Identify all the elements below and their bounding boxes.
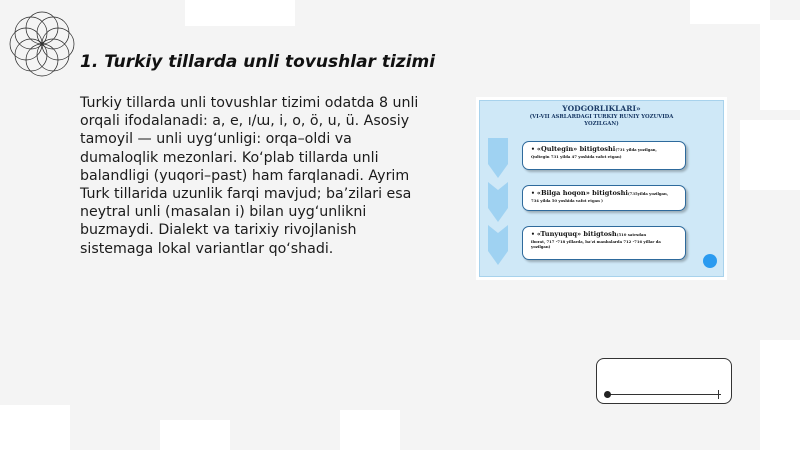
bg-square (760, 340, 800, 450)
bullet-icon: • (531, 231, 535, 238)
bg-square (690, 0, 770, 24)
bg-square (760, 20, 800, 110)
monuments-figure (476, 97, 727, 280)
monument-detail: iborat, 717 -718 yillarda, ba’zi manbalarda 712 -716 yillar da yozilgan) (531, 239, 661, 249)
figure-panel (479, 100, 724, 277)
monument-detail: 734 yilda 50 yoshida vafot etgan ) (531, 198, 603, 203)
monument-note: (735yilda yozilgan, (627, 191, 669, 196)
chevron-down-icon (488, 225, 508, 265)
bg-square (340, 410, 400, 450)
bg-square (0, 405, 70, 450)
bg-square (160, 420, 230, 450)
chevron-down-icon (488, 182, 508, 222)
chevron-down-icon (488, 138, 508, 178)
figure-heading-line3: YOZILGAN) (584, 121, 619, 127)
media-player[interactable] (596, 358, 732, 404)
bullet-icon: • (531, 190, 535, 197)
monument-name: «Tunyuquq» bitigtosh (536, 230, 617, 238)
end-marker-icon (718, 390, 719, 399)
monument-card (522, 185, 686, 211)
monument-name: «Bilga hoqon» bitigtoshi (536, 189, 628, 197)
bg-square (740, 120, 800, 190)
monument-name: «Qultegin» bitigtoshi (536, 145, 616, 153)
figure-heading-line2: (VI-VII ASRLARDAGI TURKIY RUNIY YOZUVIDA (529, 114, 674, 120)
monument-card (522, 226, 686, 260)
monument-note: (731 yilda yozilgan, (615, 147, 657, 152)
slide-title: 1. Turkiy tillarda unli tovushlar tizimi (80, 52, 436, 72)
monument-note: (510 satrsdan (616, 232, 647, 237)
record-dot-icon[interactable] (604, 391, 611, 398)
figure-heading-line1: YODGORLIKLARI» (562, 104, 641, 113)
interlaced-circles-logo-icon (4, 6, 80, 82)
figure-heading (480, 101, 723, 128)
media-progress-track[interactable] (607, 394, 721, 395)
slide-body-text: Turkiy tillarda unli tovushlar tizimi odatda 8 unli orqali ifodalanadi: a, e, ı/ɯ, i, o, ö, u, ü. Asosiy tamoyil — unli uyg‘unligi: orqa–oldi va dumaloqlik mezonlari. Ko‘plab tillarda unli balandligi (yuqori–past) ham farqlanadi. Ayrim Turk tillarida uzunlik farqi mavjud; ba’zilari esa neytral unli (masalan i) bilan uyg‘unlikni buzmaydi. Dialekt va tarixiy rivojlanish sistemaga lokal variantlar qo‘shadi. (80, 95, 419, 257)
blue-dot-icon (703, 254, 717, 268)
monument-card (522, 141, 686, 170)
bullet-icon: • (531, 146, 535, 153)
monument-detail: Qultegin 731 yilda 47 yoshida vafot etgan) (531, 154, 622, 159)
bg-square (185, 0, 295, 26)
